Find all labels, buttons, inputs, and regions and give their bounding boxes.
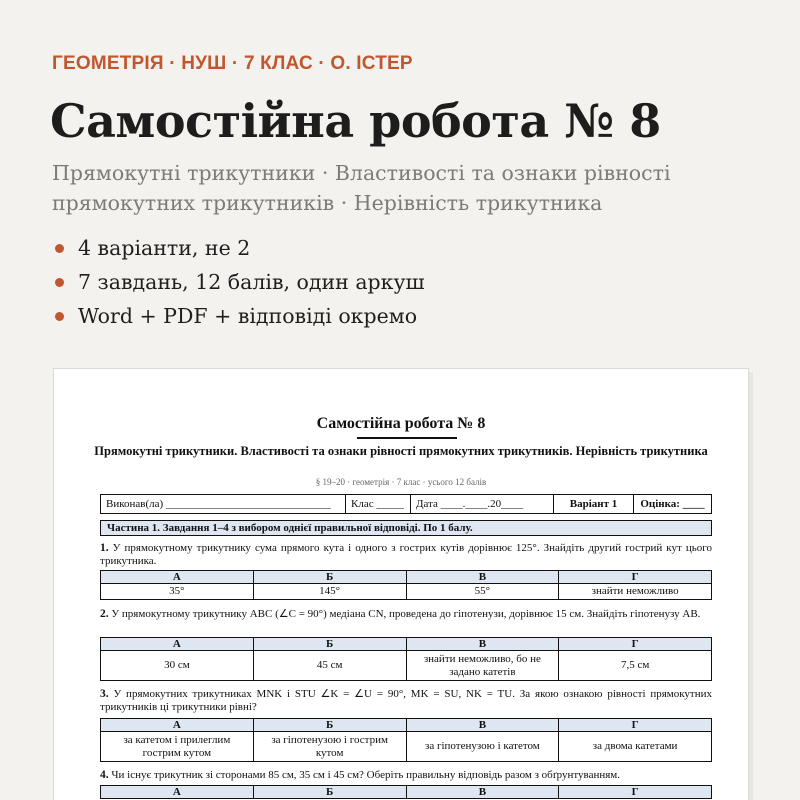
feature-label: Word + PDF + відповіді окремо [78,304,418,328]
class-field: Клас _____ [346,495,411,513]
question-number: 2. [100,608,109,620]
option-letter: Б [253,571,406,584]
page-subtitle: Прямокутні трикутники · Властивості та ознаки рівності прямокутних трикутників · Нерівність трикутника [52,161,671,215]
option-letter: В [406,719,559,732]
question-4 [100,769,712,782]
option-letter: А [101,786,254,799]
question-number: 4. [100,769,109,781]
worksheet-preview [53,368,749,800]
feature-list [52,231,425,333]
answer-option: 145° [253,584,406,600]
feature-label: 4 варіанти, не 2 [78,236,251,260]
answer-option: 7,5 см [559,651,712,681]
option-letter: Г [559,571,712,584]
option-letter: Г [559,638,712,651]
part-header: Частина 1. Завдання 1–4 з вибором однієї правильної відповіді. По 1 балу. [100,520,712,536]
feature-item [52,231,425,265]
page-title: Самостійна робота № 8 [50,94,661,148]
option-letter: В [406,638,559,651]
answer-table [100,570,712,600]
variant-label: Варіант 1 [554,495,634,513]
answer-option: за гіпотенузою і гострим кутом [253,732,406,762]
answer-option: 35° [101,584,254,600]
feature-item [52,299,425,333]
answer-option: 55° [406,584,559,600]
feature-label: 7 завдань, 12 балів, один аркуш [78,270,425,294]
option-letter: А [101,571,254,584]
feature-item [52,265,425,299]
question-number: 1. [100,542,109,554]
answer-table [100,637,712,681]
question-text: Чи існує трикутник зі сторонами 85 см, 35 см і 45 см? Оберіть правильну відповідь разом з обґрунтуванням. [108,769,621,781]
question-text: У прямокутному трикутнику ABC (∠C = 90°) медіана CN, проведена до гіпотенузи, дорівнює 15 см. Знайдіть гіпотенузу AB. [108,608,701,620]
option-letter: Г [559,719,712,732]
answer-option: знайти неможливо [559,584,712,600]
bullet-dot-icon [55,278,64,287]
bullet-dot-icon [55,312,64,321]
student-info-row [100,494,712,514]
answer-option: за двома катетами [559,732,712,762]
option-letter: Б [253,786,406,799]
date-field: Дата ____.____.20____ [411,495,554,513]
answer-option: за катетом і прилеглим гострим кутом [101,732,254,762]
answer-table [100,718,712,762]
option-letter: А [101,638,254,651]
option-letter: Г [559,786,712,799]
question-number: 3. [100,688,109,700]
page-kicker: ГЕОМЕТРІЯ · НУШ · 7 КЛАС · О. ІСТЕР [52,53,413,74]
worksheet-topic: Прямокутні трикутники. Властивості та ознаки рівності прямокутних трикутників. Нерівність трикутника [94,444,708,458]
worksheet-meta: § 19–20 · геометрія · 7 клас · усього 12 балів [315,477,487,487]
answer-option: 45 см [253,651,406,681]
worksheet-title: Самостійна робота № 8 [316,415,486,432]
option-letter: В [406,786,559,799]
option-letter: А [101,719,254,732]
option-letter: Б [253,719,406,732]
question-text: У прямокутному трикутнику сума прямого кута і одного з гострих кутів дорівнює 125°. Знайдіть другий гострий кут цього трикутника. [100,542,712,567]
answer-option: знайти неможливо, бо не задано катетів [406,651,559,681]
answer-table [100,785,712,799]
bullet-dot-icon [55,244,64,253]
question-2 [100,608,712,621]
answer-option: за гіпотенузою і катетом [406,732,559,762]
option-letter: Б [253,638,406,651]
question-1 [100,542,712,568]
grade-field: Оцінка: ____ [640,498,705,510]
title-underline [357,437,457,439]
name-field: Виконав(ла) ______________________________ [101,495,346,513]
question-text: У прямокутних трикутниках MNK і STU ∠K = ∠U = 90°, MK = SU, NK = TU. За якою ознакою рівності прямокутних трикутників ці трикутники рівні? [100,688,712,713]
option-letter: В [406,571,559,584]
question-3 [100,688,712,714]
answer-option: 30 см [101,651,254,681]
